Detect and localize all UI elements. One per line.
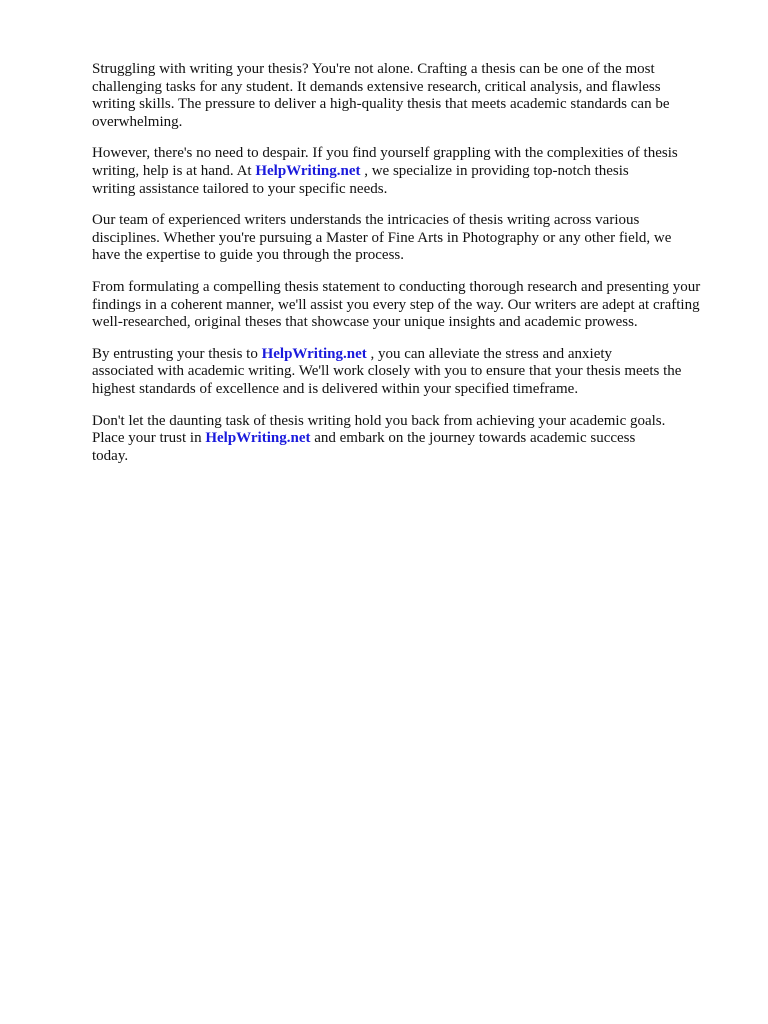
paragraph-team bbox=[92, 212, 732, 265]
paragraph-entrust bbox=[92, 346, 732, 399]
paragraph-team-text: Our team of experienced writers understands the intricacies of thesis writing across various disciplines. Whether you're pursuing a Master of Fine Arts in Photography or any other field, we have the expertise to guide you through the process. bbox=[92, 212, 672, 264]
paragraph-intro-text: Struggling with writing your thesis? You're not alone. Crafting a thesis can be one of the most challenging tasks for any student. It demands extensive research, critical analysis, and flawless writing skills. The pressure to deliver a high-quality thesis that meets academic standards can be overwhelming. bbox=[92, 61, 670, 130]
paragraph-intro bbox=[92, 61, 732, 131]
helpwriting-link[interactable]: HelpWriting.net bbox=[261, 345, 367, 362]
document-body bbox=[92, 61, 732, 479]
paragraph-help-text-after: , we specialize in providing top-notch thesis writing assistance tailored to your specific needs. bbox=[92, 162, 629, 197]
paragraph-help bbox=[92, 145, 732, 198]
paragraph-closing-text-after: and embark on the journey towards academic success today. bbox=[92, 430, 636, 464]
paragraph-help-text-before: However, there's no need to despair. If you find yourself grappling with the complexities of thesis writing, help is at hand. At bbox=[92, 145, 678, 179]
helpwriting-link[interactable]: HelpWriting.net bbox=[255, 162, 361, 179]
paragraph-process bbox=[92, 279, 732, 332]
paragraph-entrust-text-before: By entrusting your thesis to bbox=[92, 345, 258, 362]
paragraph-closing bbox=[92, 413, 732, 466]
paragraph-closing-text-before: Don't let the daunting task of thesis writing hold you back from achieving your academic goals. Place your trust in bbox=[92, 412, 666, 447]
paragraph-entrust-text-after: , you can alleviate the stress and anxiety associated with academic writing. We'll work closely with you to ensure that your thesis meets the highest standards of excellence and is delivered within your specified timeframe. bbox=[92, 345, 682, 397]
helpwriting-link[interactable]: HelpWriting.net bbox=[205, 430, 311, 447]
paragraph-process-text: From formulating a compelling thesis statement to conducting thorough research and presenting your findings in a coherent manner, we'll assist you every step of the way. Our writers are adept at crafting well-researched, original theses that showcase your unique insights and academic prowess. bbox=[92, 278, 701, 331]
